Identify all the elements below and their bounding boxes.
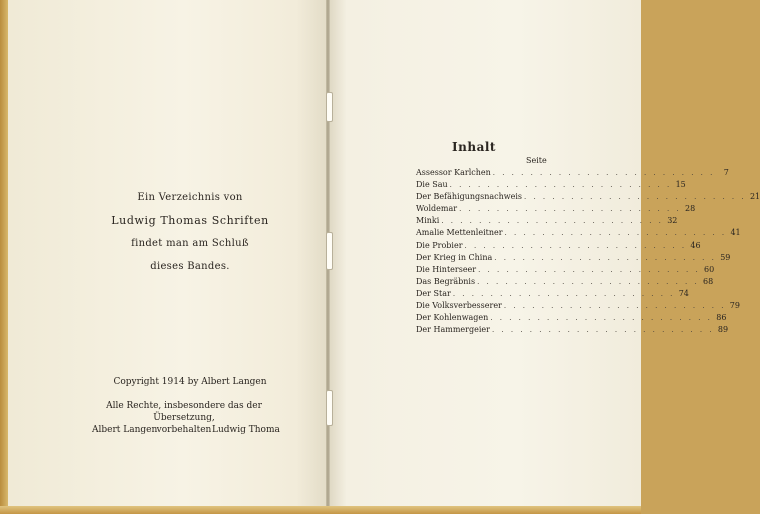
toc-entry-title: Die Probier bbox=[416, 240, 463, 250]
toc-entry bbox=[416, 240, 701, 253]
toc-entry bbox=[416, 180, 686, 192]
toc-entry-title: Der Star bbox=[416, 288, 451, 298]
notice-line-3: findet man am Schluß bbox=[131, 238, 249, 249]
toc-entry-page: 68 bbox=[703, 276, 714, 286]
toc-entry-page: 89 bbox=[717, 325, 729, 335]
toc-entry bbox=[416, 301, 740, 313]
toc-leader-dots: . . . . . . . . . . . . . . . . . . . . . . . . bbox=[478, 265, 701, 274]
toc-leader-dots: . . . . . . . . . . . . . . . . . . . . . . . . bbox=[464, 241, 687, 250]
rights-line-2: vorbehalten bbox=[156, 425, 212, 435]
toc-entry bbox=[416, 264, 715, 277]
toc-entry bbox=[416, 192, 760, 204]
toc-entry-page: 86 bbox=[716, 313, 727, 323]
schriften-notice bbox=[70, 186, 310, 278]
toc-entry-page: 74 bbox=[678, 288, 689, 298]
toc-leader-dots: . . . . . . . . . . . . . . . . . . . . . . . . bbox=[490, 314, 713, 323]
toc-entry bbox=[416, 228, 741, 240]
toc-entry-page: 79 bbox=[729, 301, 740, 311]
toc-entry bbox=[416, 288, 689, 301]
toc-entry bbox=[416, 204, 696, 216]
toc-list bbox=[416, 168, 760, 337]
toc-entry-title: Der Krieg in China bbox=[416, 252, 493, 262]
toc-leader-dots: . . . . . . . . . . . . . . . . . . . . . . . . bbox=[491, 326, 715, 335]
notice-line-1: Ein Verzeichnis von bbox=[137, 192, 243, 203]
toc-entry-page: 46 bbox=[690, 240, 701, 250]
toc-entry-page: 15 bbox=[675, 180, 686, 190]
toc-leader-dots: . . . . . . . . . . . . . . . . . . . . . . . . bbox=[492, 169, 715, 177]
toc-entry-title: Woldemar bbox=[416, 204, 458, 214]
toc-page-header: Seite bbox=[526, 156, 547, 165]
toc-leader-dots: . . . . . . . . . . . . . . . . . . . . . . . . bbox=[503, 302, 726, 311]
toc-leader-dots: . . . . . . . . . . . . . . . . . . . . . . . . bbox=[477, 277, 700, 286]
rights-line-1: Alle Rechte, insbesondere das der Übersetzung, bbox=[106, 401, 262, 423]
toc-entry-title: Die Volksverbesserer bbox=[416, 301, 502, 311]
toc-entry bbox=[416, 252, 731, 265]
toc-entry bbox=[416, 276, 714, 289]
toc-leader-dots: . . . . . . . . . . . . . . . . . . . . . . . . bbox=[494, 253, 717, 262]
toc-entry-page: 60 bbox=[704, 264, 715, 274]
toc-leader-dots: . . . . . . . . . . . . . . . . . . . . . . . . bbox=[504, 229, 727, 238]
toc-entry-title: Der Befähigungsnachweis bbox=[416, 192, 523, 202]
toc-entry bbox=[416, 216, 678, 228]
toc-entry-title: Assessor Karlchen bbox=[416, 168, 491, 177]
signature-author: Ludwig Thoma bbox=[212, 425, 280, 435]
toc-entry bbox=[416, 168, 729, 180]
toc-entry bbox=[416, 313, 727, 325]
notice-line-2: Ludwig Thomas Schriften bbox=[111, 214, 269, 227]
binding-stitch bbox=[326, 232, 333, 270]
copyright-line: Copyright 1914 by Albert Langen bbox=[113, 377, 267, 387]
book-edge-left bbox=[0, 0, 8, 514]
toc-entry-page: 7 bbox=[723, 168, 729, 177]
toc-entry-page: 28 bbox=[685, 204, 696, 214]
toc-entry-page: 59 bbox=[720, 252, 731, 262]
binding-stitch bbox=[326, 92, 333, 122]
toc-leader-dots: . . . . . . . . . . . . . . . . . . . . . . . . bbox=[441, 217, 664, 226]
toc-leader-dots: . . . . . . . . . . . . . . . . . . . . . . . . bbox=[459, 205, 682, 214]
notice-line-4: dieses Bandes. bbox=[150, 261, 230, 272]
toc-leader-dots: . . . . . . . . . . . . . . . . . . . . . . . . bbox=[452, 289, 675, 298]
toc-entry-title: Der Hammergeier bbox=[416, 325, 490, 335]
signature-publisher: Albert Langen bbox=[92, 425, 158, 435]
book-edge-bottom bbox=[0, 506, 641, 514]
toc-entry-title: Das Begräbnis bbox=[416, 276, 476, 286]
toc-entry-title: Amalie Mettenleitner bbox=[416, 228, 503, 238]
toc-leader-dots: . . . . . . . . . . . . . . . . . . . . . . . . bbox=[524, 193, 747, 202]
toc-entry bbox=[416, 325, 729, 337]
toc-entry-page: 41 bbox=[730, 228, 741, 238]
toc-entry-title: Der Kohlenwagen bbox=[416, 313, 489, 323]
toc-entry-page: 21 bbox=[749, 192, 760, 202]
toc-entry-title: Die Sau bbox=[416, 180, 448, 190]
toc-entry-page: 32 bbox=[667, 216, 678, 226]
toc-title: Inhalt bbox=[452, 140, 496, 154]
toc-entry-title: Minki bbox=[416, 216, 440, 226]
binding-stitch bbox=[326, 390, 333, 426]
toc-entry-title: Die Hinterseer bbox=[416, 264, 477, 274]
toc-leader-dots: . . . . . . . . . . . . . . . . . . . . . . . . bbox=[449, 181, 672, 190]
